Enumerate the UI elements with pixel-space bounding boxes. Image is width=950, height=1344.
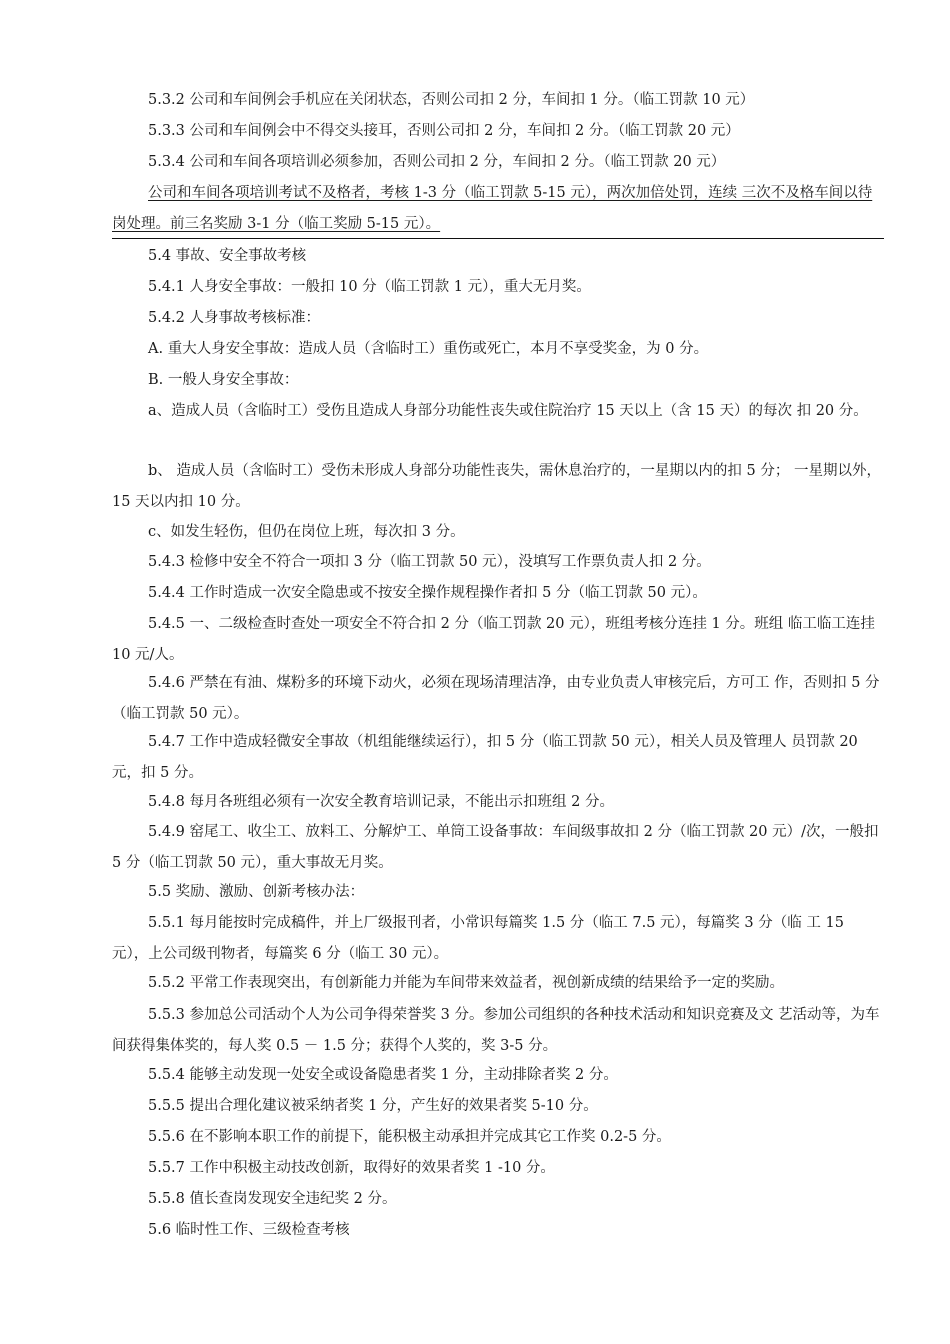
paragraph-5-3-4: 5.3.4 公司和车间各项培训必须参加，否则公司扣 2 分，车间扣 2 分。（临工罚款 20 元） (148, 154, 726, 170)
paragraph-5-3-3: 5.3.3 公司和车间例会中不得交头接耳，否则公司扣 2 分，车间扣 2 分。（临工罚款 20 元） (148, 123, 740, 139)
paragraph-item-b: b、 造成人员（含临时工）受伤未形成人身部分功能性丧失，需休息治疗的，一星期以内的扣 5 分； 一星期以外，15 天以内扣 10 分。 (112, 463, 881, 510)
heading-5-4: 5.4 事故、安全事故考核 (148, 248, 307, 264)
paragraph-5-4-8: 5.4.8 每月各班组必须有一次安全教育培训记录，不能出示扣班组 2 分。 (148, 794, 614, 810)
paragraph-5-5-3: 5.5.3 参加总公司活动个人为公司争得荣誉奖 3 分。参加公司组织的各种技术活动和知识竞赛及文 艺活动等，为车间获得集体奖的，每人奖 0.5 － 1.5 分；获得个人奖的，奖 3-5 分。 (112, 1007, 880, 1054)
paragraph-5-5-1: 5.5.1 每月能按时完成稿件，并上厂级报刊者，小常识每篇奖 1.5 分（临工 7.5 元），每篇奖 3 分（临 工 15 元），上公司级刊物者，每篇奖 6 分（临工 30 元）。 (112, 915, 844, 962)
paragraph-item-a: a、造成人员（含临时工）受伤且造成人身部分功能性丧失或住院治疗 15 天以上（含 15 天）的每次 扣 20 分。 (148, 403, 868, 419)
paragraph-training-exam: 公司和车间各项培训考试不及格者，考核 1-3 分（临工罚款 5-15 元），两次加倍处罚，连续 三次不及格车间以待岗处理。前三名奖励 3-1 分（临工奖励 5-15 元）。 (112, 185, 873, 232)
paragraph-5-5-5: 5.5.5 提出合理化建议被采纳者奖 1 分，产生好的效果者奖 5-10 分。 (148, 1098, 598, 1114)
paragraph-5-4-2-a: A. 重大人身安全事故：造成人员（含临时工）重伤或死亡，本月不享受奖金，为 0 分。 (148, 341, 709, 357)
paragraph-item-c: c、如发生轻伤，但仍在岗位上班，每次扣 3 分。 (148, 524, 465, 540)
paragraph-5-4-6: 5.4.6 严禁在有油、煤粉多的环境下动火，必须在现场清理洁净，由专业负责人审核完后，方可工 作，否则扣 5 分（临工罚款 50 元）。 (112, 675, 880, 722)
paragraph-5-5-6: 5.5.6 在不影响本职工作的前提下，能积极主动承担并完成其它工作奖 0.2-5 分。 (148, 1129, 671, 1145)
paragraph-5-4-9: 5.4.9 窑尾工、收尘工、放料工、分解炉工、单筒工设备事故：车间级事故扣 2 分（临工罚款 20 元）/次，一般扣 5 分（临工罚款 50 元），重大事故无月奖。 (112, 824, 879, 871)
paragraph-5-4-3: 5.4.3 检修中安全不符合一项扣 3 分（临工罚款 50 元），没填写工作票负责人扣 2 分。 (148, 554, 711, 570)
paragraph-5-4-2-b: B. 一般人身安全事故： (148, 372, 299, 388)
horizontal-rule (112, 238, 884, 239)
paragraph-5-5-2: 5.5.2 平常工作表现突出，有创新能力并能为车间带来效益者，视创新成绩的结果给予一定的奖励。 (148, 975, 784, 991)
paragraph-5-5-4: 5.5.4 能够主动发现一处安全或设备隐患者奖 1 分，主动排除者奖 2 分。 (148, 1067, 618, 1083)
paragraph-5-4-4: 5.4.4 工作时造成一次安全隐患或不按安全操作规程操作者扣 5 分（临工罚款 50 元）。 (148, 585, 707, 601)
paragraph-5-3-2: 5.3.2 公司和车间例会手机应在关闭状态，否则公司扣 2 分，车间扣 1 分。（临工罚款 10 元） (148, 92, 755, 108)
paragraph-5-5-8: 5.5.8 值长查岗发现安全违纪奖 2 分。 (148, 1191, 397, 1207)
heading-5-6: 5.6 临时性工作、三级检查考核 (148, 1222, 350, 1238)
paragraph-5-4-1: 5.4.1 人身安全事故：一般扣 10 分（临工罚款 1 元），重大无月奖。 (148, 279, 591, 295)
paragraph-5-4-2: 5.4.2 人身事故考核标准： (148, 310, 321, 326)
paragraph-5-4-7: 5.4.7 工作中造成轻微安全事故（机组能继续运行），扣 5 分（临工罚款 50 元），相关人员及管理人 员罚款 20 元，扣 5 分。 (112, 734, 858, 781)
paragraph-5-5-7: 5.5.7 工作中积极主动技改创新，取得好的效果者奖 1 -10 分。 (148, 1160, 555, 1176)
heading-5-5: 5.5 奖励、激励、创新考核办法： (148, 884, 365, 900)
paragraph-5-4-5: 5.4.5 一、二级检查时查处一项安全不符合扣 2 分（临工罚款 20 元），班组考核分连挂 1 分。班组 临工临工连挂 10 元/人。 (112, 616, 875, 663)
